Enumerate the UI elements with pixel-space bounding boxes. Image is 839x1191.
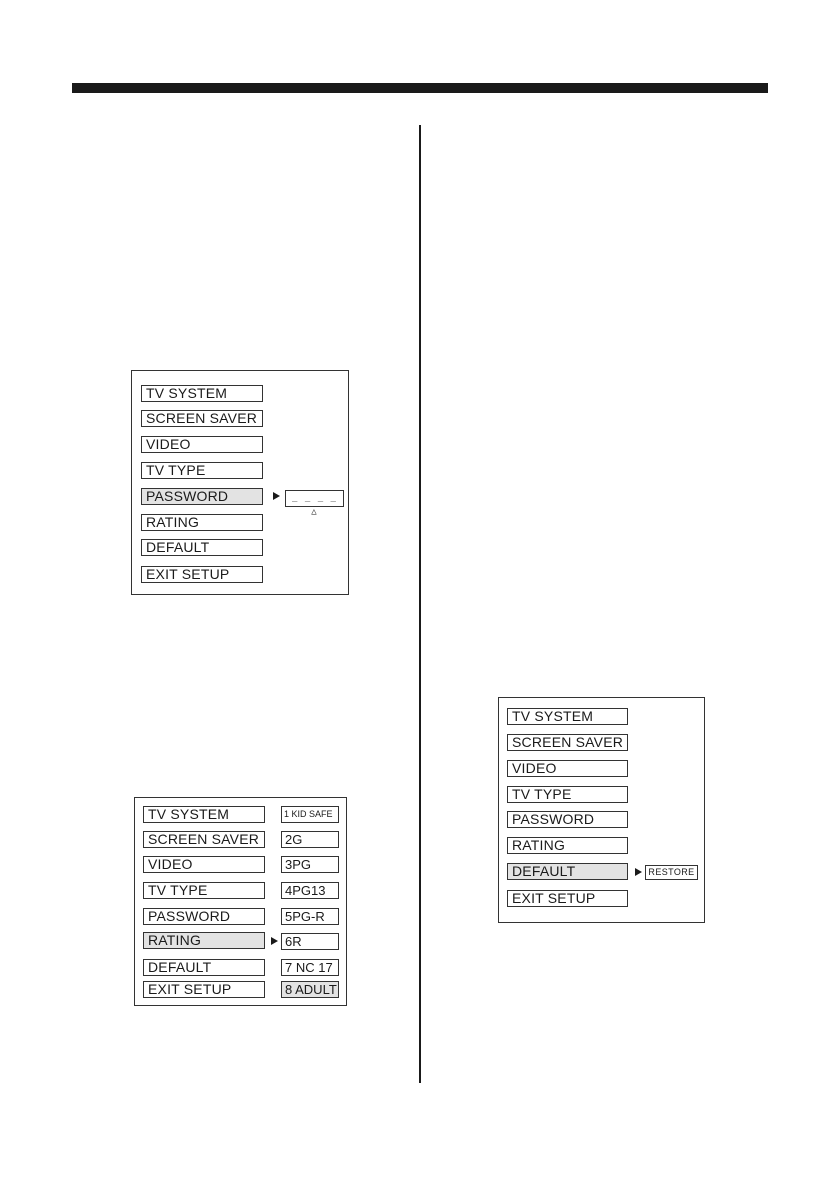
menu-item-video[interactable]: VIDEO	[143, 856, 265, 873]
lock-icon: △	[311, 507, 318, 517]
rating-option-4[interactable]: 4PG13	[281, 882, 339, 899]
menu-item-password[interactable]: PASSWORD	[141, 488, 263, 505]
menu-item-exit-setup[interactable]: EXIT SETUP	[141, 566, 263, 583]
selection-arrow-icon	[273, 492, 280, 500]
setup-menu-rating	[134, 797, 347, 1006]
menu-item-default[interactable]: DEFAULT	[141, 539, 263, 556]
password-input[interactable]	[285, 490, 344, 517]
menu-item-screen-saver[interactable]: SCREEN SAVER	[507, 734, 628, 751]
menu-item-rating[interactable]: RATING	[507, 837, 628, 854]
menu-item-screen-saver[interactable]: SCREEN SAVER	[141, 410, 263, 427]
menu-item-default[interactable]: DEFAULT	[143, 959, 265, 976]
selection-arrow-icon	[635, 868, 642, 876]
rating-option-2[interactable]: 2G	[281, 831, 339, 848]
menu-item-exit-setup[interactable]: EXIT SETUP	[507, 890, 628, 907]
menu-item-screen-saver[interactable]: SCREEN SAVER	[143, 831, 265, 848]
rating-option-8[interactable]: 8 ADULT	[281, 981, 339, 998]
menu-item-default[interactable]: DEFAULT	[507, 863, 628, 880]
menu-item-tv-type[interactable]: TV TYPE	[143, 882, 265, 899]
rating-option-3[interactable]: 3PG	[281, 856, 339, 873]
rating-option-1[interactable]: 1 KID SAFE	[281, 806, 339, 823]
menu-item-tv-system[interactable]: TV SYSTEM	[141, 385, 263, 402]
rating-option-5[interactable]: 5PG-R	[281, 908, 339, 925]
rating-option-6[interactable]: 6R	[281, 933, 339, 950]
menu-item-tv-system[interactable]: TV SYSTEM	[507, 708, 628, 725]
menu-item-rating[interactable]: RATING	[141, 514, 263, 531]
header-rule	[72, 83, 768, 93]
menu-item-tv-system[interactable]: TV SYSTEM	[143, 806, 265, 823]
menu-item-tv-type[interactable]: TV TYPE	[141, 462, 263, 479]
rating-option-7[interactable]: 7 NC 17	[281, 959, 339, 976]
setup-menu-password	[131, 370, 349, 595]
password-placeholder: _ _ _ _	[292, 493, 337, 503]
menu-item-exit-setup[interactable]: EXIT SETUP	[143, 981, 265, 998]
menu-item-password[interactable]: PASSWORD	[507, 811, 628, 828]
restore-button[interactable]: RESTORE	[645, 865, 698, 880]
menu-item-video[interactable]: VIDEO	[141, 436, 263, 453]
menu-item-video[interactable]: VIDEO	[507, 760, 628, 777]
menu-item-rating[interactable]: RATING	[143, 932, 265, 949]
setup-menu-default	[498, 697, 705, 923]
column-divider	[419, 125, 421, 1083]
selection-arrow-icon	[271, 937, 278, 945]
menu-item-password[interactable]: PASSWORD	[143, 908, 265, 925]
menu-item-tv-type[interactable]: TV TYPE	[507, 786, 628, 803]
